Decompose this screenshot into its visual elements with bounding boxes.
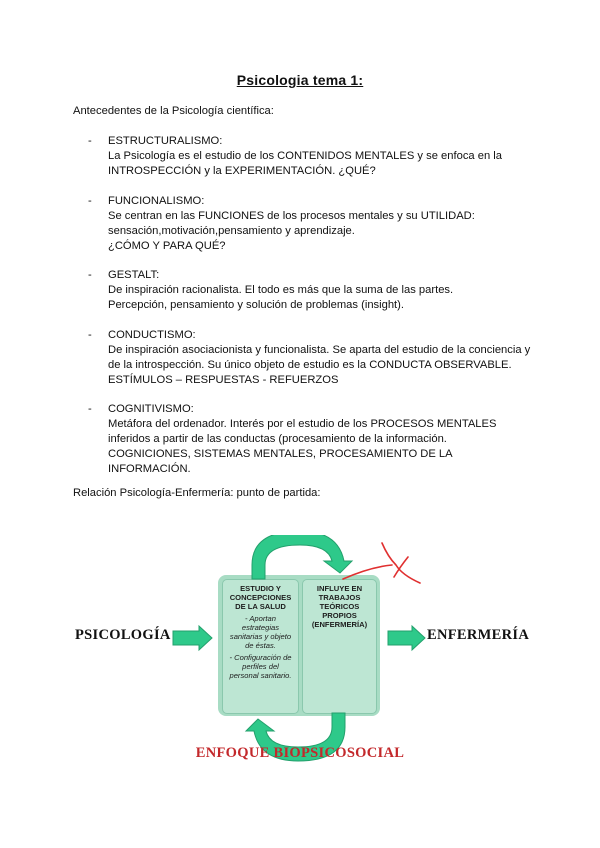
section-heading: ESTRUCTURALISMO:: [108, 135, 223, 147]
bullet-dash: -: [88, 194, 92, 207]
section-heading: COGNITIVISMO:: [108, 403, 194, 415]
enfermeria-label: ENFERMERÍA: [427, 627, 530, 643]
section-line: ¿CÓMO Y PARA QUÉ?: [108, 239, 226, 252]
section-heading: FUNCIONALISMO:: [108, 194, 205, 207]
bullet-dash: -: [88, 135, 92, 147]
red-cross-mark-icon: [343, 543, 420, 583]
section-line: sensación,motivación,pensamiento y aprendizaje.: [108, 224, 355, 237]
bullet-dash: -: [88, 403, 92, 415]
section-line: Se centran en las FUNCIONES de los procesos mentales y su UTILIDAD:: [108, 209, 475, 222]
section-item: [88, 134, 540, 179]
section-list: [88, 134, 540, 492]
section-item: [88, 268, 540, 313]
bullet-dash: -: [88, 269, 92, 281]
top-cycle-arrow-icon: [252, 535, 352, 579]
section-line: inferidos a partir de las conductas (procesamiento de la información.: [108, 433, 447, 445]
left-panel-heading: ESTUDIO Y CONCEPCIONES DE LA SALUD: [229, 584, 292, 611]
section-item: [88, 194, 540, 254]
left-panel-item-profiles: - Configuración de perfiles del personal sanitario.: [229, 653, 292, 680]
right-panel-heading: INFLUYE EN TRABAJOS TEÓRICOS PROPIOS (ENFERMERÍA): [311, 584, 368, 629]
document-title: Psicologia tema 1:: [236, 72, 364, 88]
section-line: de la introspección. Su único objeto de estudio es la CONDUCTA OBSERVABLE.: [108, 358, 512, 371]
section-line: De inspiración racionalista. El todo es más que la suma de las partes.: [108, 284, 454, 296]
diagram-graphics: [60, 535, 540, 775]
psicologia-label: PSICOLOGÍA: [75, 627, 171, 643]
section-line: La Psicología es el estudio de los CONTENIDOS MENTALES y se enfoca en la: [108, 150, 503, 162]
section-heading: CONDUCTISMO:: [108, 328, 196, 341]
bullet-dash: -: [88, 328, 92, 341]
section-line: Percepción, pensamiento y solución de problemas (insight).: [108, 299, 405, 311]
section-line: ESTÍMULOS – RESPUESTAS - REFUERZOS: [108, 373, 339, 386]
diagram: [60, 535, 540, 775]
section-line: De inspiración asociacionista y funcionalista. Se aparta del estudio de la conciencia y: [108, 343, 531, 356]
left-panel-item-strategies: - Aportan estrategias sanitarias y objeto de éstas.: [229, 614, 292, 650]
section-line: INTROSPECCIÓN y la EXPERIMENTACIÓN. ¿QUÉ?: [108, 165, 376, 177]
section-item: [88, 328, 540, 388]
right-arrow-icon: [388, 626, 425, 650]
left-arrow-icon: [173, 626, 212, 650]
section-line: Metáfora del ordenador. Interés por el estudio de los PROCESOS MENTALES: [108, 418, 497, 430]
relation-text: Relación Psicología-Enfermería: punto de partida:: [73, 487, 321, 499]
intro-text: Antecedentes de la Psicología científica:: [73, 105, 274, 117]
section-line: INFORMACIÓN.: [108, 463, 191, 475]
section-heading: GESTALT:: [108, 269, 160, 281]
biopsychosocial-label: ENFOQUE BIOPSICOSOCIAL: [195, 745, 405, 761]
section-line: COGNICIONES, SISTEMAS MENTALES, PROCESAMIENTO DE LA: [108, 448, 453, 460]
section-item: [88, 402, 540, 477]
